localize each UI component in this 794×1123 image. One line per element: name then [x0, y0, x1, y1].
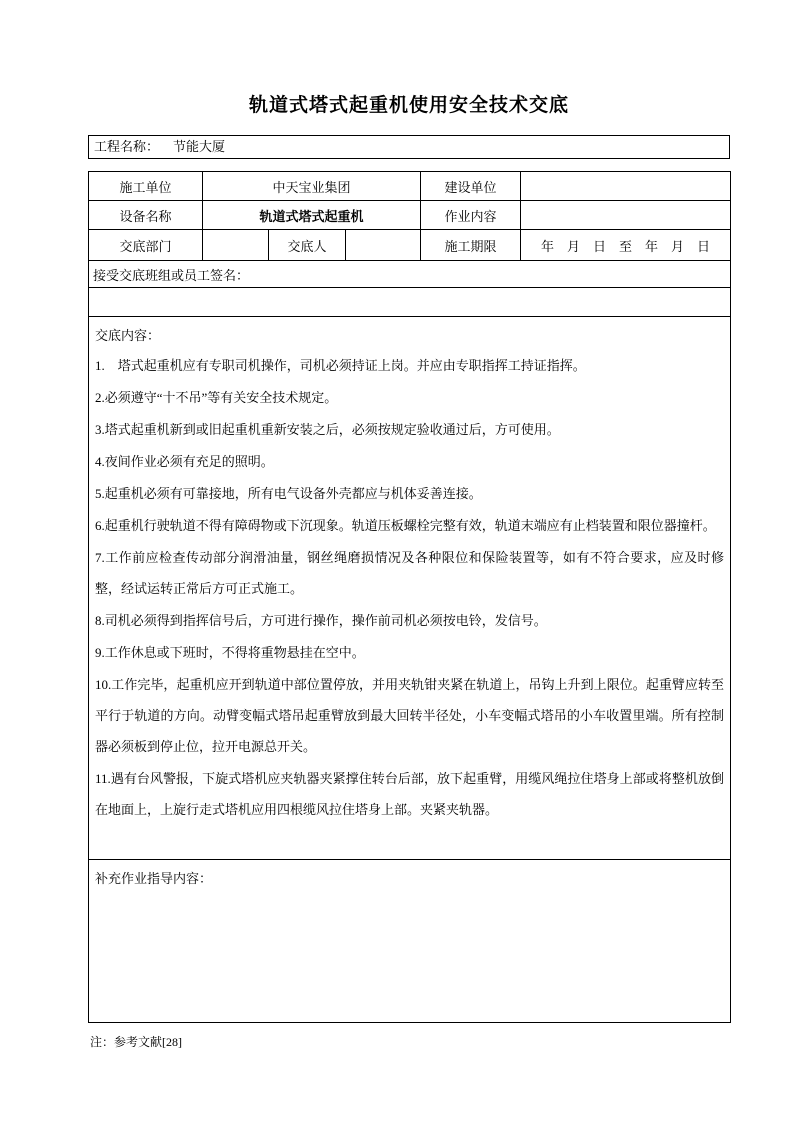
content-item-list: [95, 350, 724, 825]
content-item: 9.工作休息或下班时，不得将重物悬挂在空中。: [95, 645, 365, 660]
content-item: 5.起重机必须有可靠接地，所有电气设备外壳都应与机体妥善连接。: [95, 486, 482, 501]
table-row-signature: [89, 261, 731, 288]
project-name-value: 节能大厦: [173, 139, 226, 154]
equipment-name-value: 轨道式塔式起重机: [203, 201, 421, 230]
content-item: 6.起重机行驶轨道不得有障碍物或下沉现象。轨道压板螺栓完整有效，轨道末端应有止档装置和限位器撞杆。: [95, 518, 716, 533]
equipment-name-label: 设备名称: [89, 201, 203, 230]
content-item: 10.工作完毕，起重机应开到轨道中部位置停放，并用夹轨钳夹紧在轨道上，吊钩上升到上限位。起重臂应转至平行于轨道的方向。动臂变幅式塔吊起重臂放到最大回转半径处，小车变幅式塔吊的小车收置里端。所有控制器必须板到停止位，拉开电源总开关。: [95, 677, 725, 754]
project-name-row: [88, 135, 730, 159]
disclosure-table: [88, 171, 731, 1023]
content-label: 交底内容：: [95, 328, 161, 343]
discloser-label: 交底人: [269, 230, 346, 261]
signature-space-cell: [89, 288, 731, 317]
supplement-cell: [89, 860, 731, 1023]
work-content-label: 作业内容: [421, 201, 521, 230]
disclosure-dept-label: 交底部门: [89, 230, 203, 261]
content-item: 7.工作前应检查传动部分润滑油量，钢丝绳磨损情况及各种限位和保险装置等，如有不符合要求，应及时修整，经试运转正常后方可正式施工。: [95, 550, 725, 596]
footer-note: 注：参考文献[28]: [90, 1035, 182, 1049]
content-item: 8.司机必须得到指挥信号后，方可进行操作，操作前司机必须按电铃，发信号。: [95, 613, 547, 628]
table-row-supplement: [89, 860, 731, 1023]
content-item: 11.遇有台风警报，下旋式塔机应夹轨器夹紧撑住转台后部，放下起重臂，用缆风绳拉住塔身上部或将整机放倒在地面上，上旋行走式塔机应用四根缆风拉住塔身上部。夹紧夹轨器。: [95, 771, 725, 817]
construction-period-value: 年 月 日 至 年 月 日: [521, 230, 731, 261]
page-title: 轨道式塔式起重机使用安全技术交底: [248, 95, 569, 116]
supplement-label: 补充作业指导内容：: [95, 871, 213, 886]
build-unit-value: [521, 172, 731, 201]
table-row-disclosure: [89, 230, 731, 261]
table-row-signature-space: [89, 288, 731, 317]
disclosure-dept-value: [203, 230, 269, 261]
table-row-equipment: [89, 201, 731, 230]
table-row-content: [89, 317, 731, 860]
content-item: 3.塔式起重机新到或旧起重机重新安装之后，必须按规定验收通过后，方可使用。: [95, 422, 560, 437]
disclosure-content-cell: [89, 317, 731, 860]
build-unit-label: 建设单位: [421, 172, 521, 201]
discloser-value: [346, 230, 421, 261]
work-content-value: [521, 201, 731, 230]
project-name-label: 工程名称：: [94, 139, 160, 154]
table-row-units: [89, 172, 731, 201]
construction-period-label: 施工期限: [421, 230, 521, 261]
content-item: 4.夜间作业必须有充足的照明。: [95, 454, 274, 469]
document-page: [88, 90, 730, 1050]
signature-label-cell: 接受交底班组或员工签名：: [89, 261, 731, 288]
construction-unit-label: 施工单位: [89, 172, 203, 201]
content-item: 1. 塔式起重机应有专职司机操作，司机必须持证上岗。并应由专职指挥工持证指挥。: [95, 358, 586, 373]
construction-unit-value: 中天宝业集团: [203, 172, 421, 201]
content-item: 2.必须遵守“十不吊”等有关安全技术规定。: [95, 390, 338, 405]
